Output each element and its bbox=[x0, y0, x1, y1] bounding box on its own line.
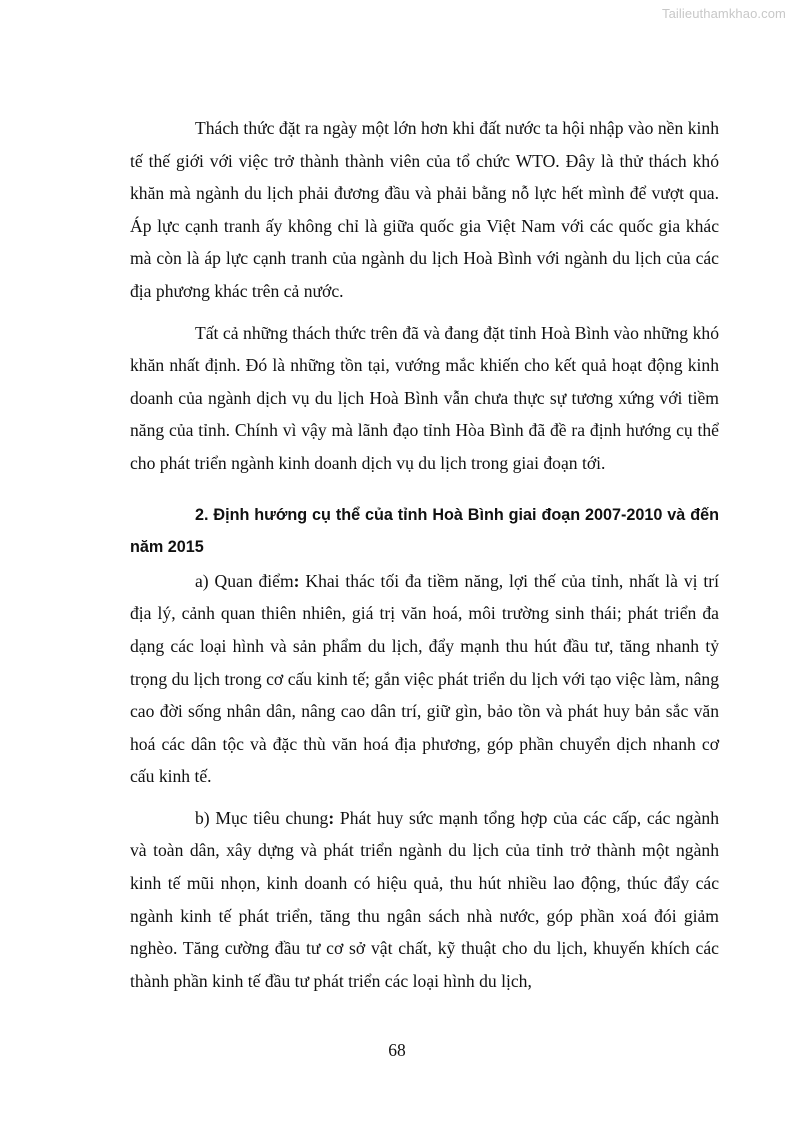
page-number: 68 bbox=[388, 1040, 406, 1060]
general-goal-colon: : bbox=[328, 807, 335, 828]
paragraph-challenges: Thách thức đặt ra ngày một lớn hơn khi đất nước ta hội nhập vào nền kinh tế thế giới với việc trở thành thành viên của tổ chức WTO. Đây là thử thách khó khăn mà ngành du lịch phải đương đầu và phải bằng nỗ lực hết mình để vượt qua. Áp lực cạnh tranh ấy không chỉ là giữa quốc gia Việt Nam với các quốc gia khác mà còn là áp lực cạnh tranh của ngành du lịch Hoà Bình với ngành du lịch của các địa phương khác trên cả nước. bbox=[130, 118, 719, 301]
viewpoint-text: Khai thác tối đa tiềm năng, lợi thế của tỉnh, nhất là vị trí địa lý, cảnh quan thiên nhiên, giá trị văn hoá, môi trường sinh thái; phát triển đa dạng các loại hình và sản phẩm du lịch, đẩy mạnh thu hút đầu tư, tăng nhanh tỷ trọng du lịch trong cơ cấu kinh tế; gắn việc phát triển du lịch với tạo việc làm, nâng cao đời sống nhân dân, nâng cao dân trí, giữ gìn, bảo tồn và phát huy bản sắc văn hoá các dân tộc và đặc thù văn hoá địa phương, góp phần chuyển dịch nhanh cơ cấu kinh tế. bbox=[130, 570, 719, 787]
viewpoint-colon: : bbox=[293, 570, 300, 591]
viewpoint-label: a) Quan điểm bbox=[195, 570, 294, 591]
document-body bbox=[130, 112, 719, 997]
paragraph-viewpoint bbox=[130, 565, 719, 793]
paragraph-general-goal bbox=[130, 802, 719, 998]
general-goal-label: b) Mục tiêu chung bbox=[195, 807, 329, 828]
section-heading: 2. Định hướng cụ thể của tỉnh Hoà Bình giai đoạn 2007-2010 và đến năm 2015 bbox=[130, 505, 719, 557]
paragraph-orientation-intro: Tất cả những thách thức trên đã và đang đặt tỉnh Hoà Bình vào những khó khăn nhất định. Đó là những tồn tại, vướng mắc khiến cho kết quả hoạt động kinh doanh của ngành dịch vụ du lịch Hoà Bình vẫn chưa thực sự tương xứng với tiềm năng của tỉnh. Chính vì vậy mà lãnh đạo tỉnh Hòa Bình đã đề ra định hướng cụ thể cho phát triển ngành kinh doanh dịch vụ du lịch trong giai đoạn tới. bbox=[130, 322, 719, 473]
watermark: Tailieuthamkhao.com bbox=[661, 6, 786, 21]
general-goal-text: Phát huy sức mạnh tổng hợp của các cấp, các ngành và toàn dân, xây dựng và phát triển ngành du lịch của tỉnh trở thành một ngành kinh tế mũi nhọn, kinh doanh có hiệu quả, thu hút nhiều lao động, thúc đẩy các ngành kinh tế phát triển, tăng thu ngân sách nhà nước, góp phần xoá đói giảm nghèo. Tăng cường đầu tư cơ sở vật chất, kỹ thuật cho du lịch, khuyến khích các thành phần kinh tế đầu tư phát triển các loại hình du lịch, bbox=[130, 807, 719, 991]
